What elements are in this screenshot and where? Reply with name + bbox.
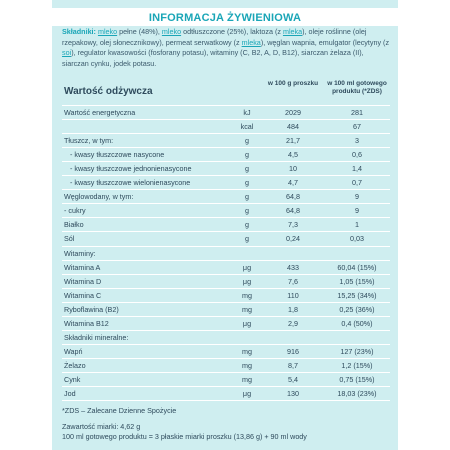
nutrient-name: - kwasy tłuszczowe nasycone (70, 150, 165, 160)
nutrition-row (62, 191, 390, 203)
nutrient-name: Tłuszcz, w tym: (64, 136, 114, 146)
row-divider (62, 161, 390, 162)
row-divider (62, 260, 390, 261)
nutrition-row (62, 276, 390, 288)
value-per-100ml: 0,7 (352, 178, 362, 188)
value-per-100ml: 60,04 (15%) (337, 262, 377, 272)
nutrient-unit: g (245, 178, 249, 188)
nutrition-header (52, 8, 398, 26)
nutrient-unit: g (245, 220, 249, 230)
value-per-100ml: 0,75 (15%) (339, 374, 375, 384)
nutrient-unit: kJ (243, 108, 251, 117)
allergen-text: mleka (282, 27, 303, 36)
column-header-per-100ml: w 100 ml gotowego produktu (*ZDS) (327, 80, 387, 95)
allergen-text: mleko (161, 27, 182, 36)
nutrient-unit: μg (242, 262, 252, 272)
nutrient-name: Żelazo (64, 360, 86, 370)
nutrition-row (62, 360, 390, 372)
allergen-text: soi (62, 48, 72, 57)
value-per-100g: 64,8 (286, 192, 300, 202)
row-divider (62, 330, 390, 331)
nutrition-table-title: Wartość odżywcza (64, 86, 153, 97)
ingredient-text: ), oleje roślinne (olej rzepakowy, olej słonecznikowy), permeat serwatkowy (z (62, 27, 367, 47)
value-per-100g: 5,4 (288, 374, 298, 384)
value-per-100g: 0,24 (286, 234, 300, 244)
ingredients-text (62, 27, 390, 69)
ingredient-text: ), regulator kwasowości (fosforany potasu), witaminy (C, B2, A, D, B12), siarczan żelaza (II), siarczan cynku, jodek potasu. (62, 48, 364, 68)
value-per-100g: 7,6 (288, 276, 298, 286)
row-divider (62, 203, 390, 204)
nutrient-unit: μg (242, 276, 252, 286)
nutrient-name: Białko (64, 220, 84, 230)
nutrient-name: Wapń (64, 346, 83, 356)
value-per-100g: 4,5 (288, 150, 298, 160)
row-divider (62, 231, 390, 232)
nutrient-name: Witamina A (64, 262, 101, 272)
value-per-100ml: 1,4 (352, 164, 362, 174)
nutrition-row (62, 374, 390, 386)
nutrient-unit: mg (242, 360, 252, 370)
nutrient-unit: g (245, 164, 249, 174)
nutrition-row (62, 135, 390, 147)
nutrient-unit: μg (242, 389, 252, 398)
row-divider (62, 147, 390, 148)
ingredients-label: Składniki: (62, 27, 96, 36)
value-per-100ml: 18,03 (23%) (337, 389, 377, 398)
row-divider (62, 316, 390, 317)
nutrient-name: - cukry (64, 206, 86, 216)
value-per-100ml: 0,25 (36%) (339, 304, 375, 314)
row-divider (62, 175, 390, 176)
nutrient-unit: mg (242, 290, 252, 300)
scoop-content: Zawartość miarki: 4,62 g (62, 422, 141, 431)
nutrition-row (62, 304, 390, 316)
row-divider (62, 344, 390, 345)
nutrition-row (62, 163, 390, 175)
nutrient-unit: μg (242, 318, 252, 328)
value-per-100g: 130 (287, 389, 299, 398)
preparation-note: 100 ml gotowego produktu = 3 płaskie miarki proszku (13,86 g) + 90 ml wody (62, 432, 307, 441)
value-per-100g: 110 (287, 290, 299, 300)
nutrient-unit: g (245, 150, 249, 160)
ingredient-text: ), węglan wapnia, emulgator (lecytyny (z (260, 37, 390, 47)
value-per-100g: 21,7 (286, 136, 300, 146)
row-divider (62, 386, 390, 387)
value-per-100ml: 0,4 (50%) (341, 318, 373, 328)
nutrition-row (62, 332, 390, 344)
nutrition-row (62, 149, 390, 161)
row-divider (62, 105, 390, 106)
row-divider (62, 400, 390, 401)
value-per-100ml: 1,05 (15%) (339, 276, 375, 286)
nutrition-panel (52, 0, 398, 450)
nutrition-row (62, 205, 390, 217)
value-per-100ml: 1 (355, 220, 359, 230)
nutrition-title: INFORMACJA ŻYWIENIOWA (148, 12, 302, 24)
nutrient-unit: g (245, 206, 249, 216)
value-per-100g: 64,8 (286, 206, 300, 216)
nutrient-name: Ryboflawina (B2) (64, 304, 119, 314)
nutrition-row (62, 107, 390, 119)
value-per-100g: 2029 (285, 108, 301, 117)
nutrient-name: Jod (64, 389, 76, 398)
ingredients-body (62, 27, 389, 68)
nutrition-row (62, 388, 390, 400)
value-per-100ml: 9 (355, 206, 359, 216)
nutrient-unit: mg (242, 374, 252, 384)
nutrition-row (62, 290, 390, 302)
nutrient-unit: mg (242, 304, 252, 314)
row-divider (62, 246, 390, 247)
row-divider (62, 133, 390, 134)
nutrient-name: Wartość energetyczna (64, 108, 136, 117)
value-per-100ml: 1,2 (15%) (341, 360, 373, 370)
value-per-100g: 2,9 (288, 318, 298, 328)
nutrient-name: Składniki mineralne: (64, 332, 129, 342)
row-divider (62, 274, 390, 275)
nutrient-name: - kwasy tłuszczowe wielonienasycone (70, 178, 191, 188)
ingredient-text: odtłuszczone (25%), laktoza (z (181, 27, 283, 36)
value-per-100g: 8,7 (288, 360, 298, 370)
nutrient-unit: g (245, 136, 249, 146)
value-per-100g: 433 (287, 262, 299, 272)
nutrient-unit: kcal (240, 122, 254, 132)
nutrient-name: Sól (64, 234, 75, 244)
value-per-100ml: 3 (355, 136, 359, 146)
value-per-100ml: 127 (23%) (340, 346, 374, 356)
value-per-100ml: 0,6 (352, 150, 362, 160)
ingredient-text: pełne (48%), (117, 27, 162, 36)
value-per-100g: 916 (287, 346, 299, 356)
nutrition-row (62, 262, 390, 274)
value-per-100g: 7,3 (288, 220, 298, 230)
row-divider (62, 288, 390, 289)
row-divider (62, 189, 390, 190)
value-per-100ml: 0,03 (350, 234, 364, 244)
value-per-100g: 484 (287, 122, 299, 132)
nutrient-name: - kwasy tłuszczowe jednonienasycone (70, 164, 192, 174)
row-divider (62, 302, 390, 303)
allergen-text: mleko (97, 27, 118, 36)
row-divider (62, 217, 390, 218)
value-per-100ml: 9 (355, 192, 359, 202)
allergen-text: mleka (241, 37, 261, 47)
row-divider (62, 372, 390, 373)
nutrition-row (62, 248, 390, 260)
nutrition-row (62, 233, 390, 245)
nutrient-unit: g (245, 234, 249, 244)
nutrition-row (62, 346, 390, 358)
value-per-100ml: 281 (351, 108, 363, 117)
zds-note: *ZDS – Zalecane Dzienne Spożycie (62, 406, 177, 415)
value-per-100g: 10 (289, 164, 297, 174)
nutrient-name: Witamina C (64, 290, 102, 300)
value-per-100ml: 15,25 (34%) (337, 290, 377, 300)
column-header-per-100g: w 100 g proszku (267, 80, 319, 87)
nutrient-name: Witamina D (64, 276, 102, 286)
row-divider (62, 119, 390, 120)
nutrition-row (62, 177, 390, 189)
nutrient-name: Węglowodany, w tym: (64, 192, 134, 202)
row-divider (62, 358, 390, 359)
nutrition-row (62, 219, 390, 231)
nutrition-row (62, 121, 390, 133)
nutrient-name: Witamina B12 (64, 318, 109, 328)
nutrition-row (62, 318, 390, 330)
nutrient-unit: mg (242, 346, 252, 356)
nutrient-name: Witaminy: (64, 248, 96, 258)
value-per-100ml: 67 (353, 122, 361, 132)
nutrient-name: Cynk (64, 374, 81, 384)
value-per-100g: 4,7 (288, 178, 298, 188)
value-per-100g: 1,8 (288, 304, 298, 314)
nutrient-unit: g (245, 192, 249, 202)
